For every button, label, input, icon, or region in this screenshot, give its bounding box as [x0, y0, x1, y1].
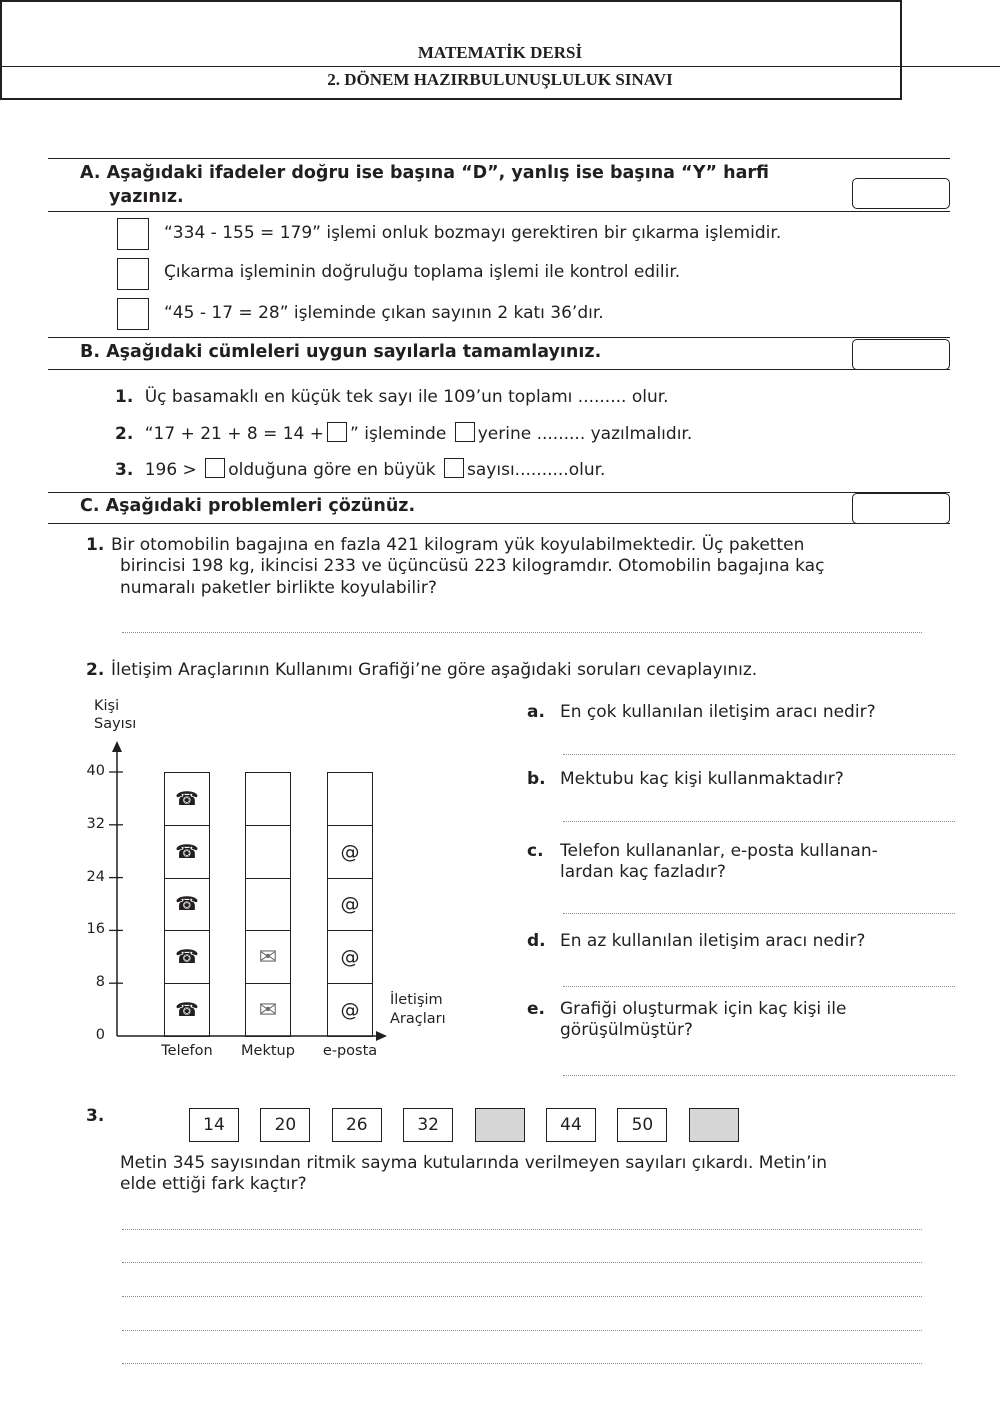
answer-line[interactable] [563, 821, 955, 822]
pictograph-symbol-telefon: ☎ [164, 878, 210, 932]
question-b3-part3: sayısı..........olur. [467, 460, 606, 480]
question-text: En az kullanılan iletişim aracı nedir? [560, 931, 866, 951]
y-tick-label: 40 [86, 763, 105, 779]
question-b2-part1: “17 + 21 + 8 = 14 + [144, 424, 325, 444]
question-b1-text: Üç basamaklı en küçük tek sayı ile 109’un toplamı ......... olur. [144, 387, 669, 407]
sequence-missing-box[interactable] [475, 1108, 525, 1142]
statement-a3: “45 - 17 = 28” işleminde çıkan sayının 2 katı 36’dır. [164, 303, 604, 323]
pictograph-symbol-telefon: ☎ [164, 930, 210, 984]
problem-c3-line1: Metin 345 sayısından ritmik sayma kutularında verilmeyen sayıları çıkardı. Metin’in [120, 1153, 827, 1173]
x-category-label: Telefon [161, 1043, 213, 1059]
answer-line-c3-3[interactable] [122, 1296, 922, 1297]
problem-c1-line3: numaralı paketler birlikte koyulabilir? [120, 578, 437, 598]
answer-line[interactable] [563, 913, 955, 914]
sequence-missing-box[interactable] [689, 1108, 739, 1142]
y-axis-label-line2: Sayısı [94, 716, 137, 732]
section-a-title-line1: A. Aşağıdaki ifadeler doğru ise başına “D”, yanlış ise başına “Y” harfi [80, 163, 770, 183]
y-axis-arrow [112, 741, 122, 752]
question-text: Mektubu kaç kişi kullanmaktadır? [560, 769, 844, 789]
pictograph-empty-cell [245, 772, 291, 826]
pictograph-empty-cell [245, 878, 291, 932]
sequence-box: 14 [189, 1108, 239, 1142]
sequence-box: 26 [332, 1108, 382, 1142]
sequence-box: 32 [403, 1108, 453, 1142]
question-letter: c. [527, 841, 544, 861]
y-tick-label: 32 [86, 815, 105, 832]
pictograph-symbol-mektup: ✉ [245, 983, 291, 1037]
pictograph-symbol-e-posta: @ [327, 983, 373, 1037]
section-b-title: B. Aşağıdaki cümleleri uygun sayılarla tamamlayınız. [80, 342, 602, 362]
question-text: Telefon kullananlar, e-posta kullanan- [560, 841, 878, 861]
answer-line-c3-5[interactable] [122, 1363, 922, 1364]
question-b2-part3: yerine ......... yazılmalıdır. [477, 424, 693, 444]
question-text: En çok kullanılan iletişim aracı nedir? [560, 702, 876, 722]
y-tick-label: 8 [95, 974, 105, 991]
problem-c3-number: 3. [86, 1106, 105, 1126]
question-text-continued: görüşülmüştür? [560, 1020, 693, 1040]
question-b2-part2: ” işleminde [350, 424, 447, 444]
statement-a1: “334 - 155 = 179” işlemi onluk bozmayı gerektiren bir çıkarma işlemidir. [164, 223, 782, 243]
x-axis-label-line2: Araçları [390, 1011, 446, 1027]
y-tick-label: 24 [86, 868, 105, 885]
x-category-label: Mektup [241, 1043, 295, 1059]
pictograph-symbol-e-posta: @ [327, 878, 373, 932]
answer-line-c3-2[interactable] [122, 1262, 922, 1263]
pictograph-symbol-e-posta: @ [327, 825, 373, 879]
question-text: Grafiği oluşturmak için kaç kişi ile [560, 999, 847, 1019]
pictograph-symbol-telefon: ☎ [164, 772, 210, 826]
problem-c1-number: 1. [86, 535, 105, 555]
answer-line[interactable] [563, 986, 955, 987]
statement-a2: Çıkarma işleminin doğruluğu toplama işlemi ile kontrol edilir. [164, 262, 681, 282]
y-axis-label-line1: Kişi [94, 698, 120, 714]
x-axis-arrow [376, 1031, 387, 1041]
problem-c2-number: 2. [86, 660, 105, 680]
pictograph-symbol-telefon: ☎ [164, 983, 210, 1037]
question-letter: a. [527, 702, 545, 722]
pictograph-empty-cell [327, 772, 373, 826]
question-b1-number: 1. [115, 387, 134, 407]
problem-c2-text: İletişim Araçlarının Kullanımı Grafiği’ne göre aşağıdaki soruları cevaplayınız. [111, 660, 758, 680]
pictograph-symbol-e-posta: @ [327, 930, 373, 984]
question-b3-part2: olduğuna göre en büyük [228, 460, 436, 480]
question-letter: e. [527, 999, 545, 1019]
pictograph-symbol-telefon: ☎ [164, 825, 210, 879]
x-axis-label-line1: İletişim [390, 992, 443, 1008]
section-a-title-line2: yazınız. [109, 187, 184, 207]
sequence-box: 44 [546, 1108, 596, 1142]
problem-c1-line2: birincisi 198 kg, ikincisi 233 ve üçüncüsü 223 kilogramdır. Otomobilin bagajına kaç [120, 556, 825, 576]
pictograph-empty-cell [245, 825, 291, 879]
y-tick-label: 16 [86, 921, 105, 938]
question-letter: b. [527, 769, 546, 789]
problem-c1-line1: Bir otomobilin bagajına en fazla 421 kilogram yük koyulabilmektedir. Üç paketten [111, 535, 805, 555]
subject-title: MATEMATİK DERSİ [417, 43, 583, 62]
exam-title: 2. DÖNEM HAZIRBULUNUŞLULUK SINAVI [327, 70, 673, 89]
answer-line-c3-1[interactable] [122, 1229, 922, 1230]
x-category-label: e-posta [322, 1043, 378, 1059]
section-c-title: C. Aşağıdaki problemleri çözünüz. [80, 496, 416, 516]
answer-line-c3-4[interactable] [122, 1330, 922, 1331]
problem-c3-line2: elde ettiği fark kaçtır? [120, 1174, 307, 1194]
pictograph-symbol-mektup: ✉ [245, 930, 291, 984]
question-b3-number: 3. [115, 460, 134, 480]
question-b3-part1: 196 > [144, 460, 197, 480]
y-tick-label: 0 [95, 1027, 105, 1043]
sequence-box: 20 [260, 1108, 310, 1142]
question-b2-number: 2. [115, 424, 134, 444]
question-letter: d. [527, 931, 546, 951]
question-text-continued: lardan kaç fazladır? [560, 862, 726, 882]
answer-line[interactable] [563, 1075, 955, 1076]
sequence-box: 50 [617, 1108, 667, 1142]
answer-line[interactable] [563, 754, 955, 755]
